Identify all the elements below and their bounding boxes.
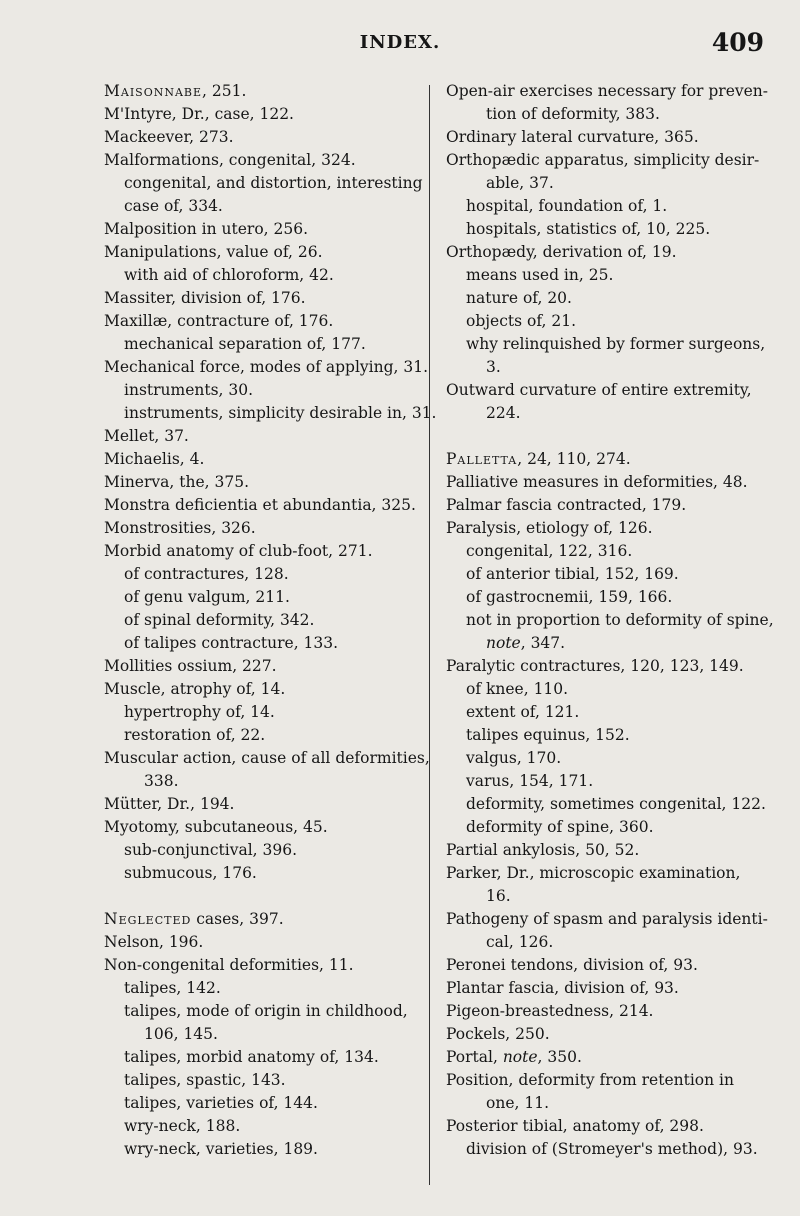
- index-entry: Monstra deficientia et abundantia, 325.: [104, 496, 416, 514]
- index-entry: wry-neck, varieties, 189.: [124, 1140, 318, 1158]
- index-entry: 106, 145.: [144, 1025, 218, 1043]
- index-entry: talipes, varieties of, 144.: [124, 1094, 318, 1112]
- index-entry: talipes, spastic, 143.: [124, 1071, 286, 1089]
- index-entry: Mollities ossium, 227.: [104, 657, 277, 675]
- index-entry: Muscle, atrophy of, 14.: [104, 680, 286, 698]
- index-entry: deformity of spine, 360.: [466, 818, 654, 836]
- index-entry: Mellet, 37.: [104, 427, 189, 445]
- index-entry: tion of deformity, 383.: [486, 105, 660, 123]
- index-entry: Massiter, division of, 176.: [104, 289, 306, 307]
- index-entry: Pockels, 250.: [446, 1025, 550, 1043]
- index-entry: of knee, 110.: [466, 680, 569, 698]
- page-number: 409: [711, 28, 764, 57]
- index-entry: Plantar fascia, division of, 93.: [446, 979, 679, 997]
- index-entry: of contractures, 128.: [124, 565, 289, 583]
- index-entry: submucous, 176.: [124, 864, 257, 882]
- index-entry: of talipes contracture, 133.: [124, 634, 339, 652]
- index-entry: Peronei tendons, division of, 93.: [446, 956, 698, 974]
- index-entry: of genu valgum, 211.: [124, 588, 290, 606]
- index-entry: Malposition in utero, 256.: [104, 220, 309, 238]
- index-entry: case of, 334.: [124, 197, 223, 215]
- index-entry: extent of, 121.: [466, 703, 580, 721]
- index-entry: Maisonnabe, 251.: [104, 82, 247, 100]
- index-entry: talipes, mode of origin in childhood,: [124, 1002, 408, 1020]
- index-entry: 3.: [486, 358, 501, 376]
- index-entry: means used in, 25.: [466, 266, 614, 284]
- index-entry: Pathogeny of spasm and paralysis identi-: [446, 910, 768, 928]
- index-entry: why relinquished by former surgeons,: [466, 335, 766, 353]
- index-entry: 338.: [144, 772, 179, 790]
- index-column-left: [104, 80, 437, 1196]
- index-entry: of gastrocnemii, 159, 166.: [466, 588, 673, 606]
- index-entry: deformity, sometimes congenital, 122.: [466, 795, 766, 813]
- running-header: INDEX.: [359, 32, 441, 53]
- index-entry: instruments, simplicity desirable in, 31.: [124, 404, 437, 422]
- index-entry: Orthopædic apparatus, simplicity desir-: [446, 151, 760, 169]
- index-entry: Orthopædy, derivation of, 19.: [446, 243, 677, 261]
- index-entry: M'Intyre, Dr., case, 122.: [104, 105, 294, 123]
- index-entry: varus, 154, 171.: [466, 772, 594, 790]
- index-entry: Nelson, 196.: [104, 933, 204, 951]
- index-entry: Mütter, Dr., 194.: [104, 795, 235, 813]
- index-entry: of spinal deformity, 342.: [124, 611, 315, 629]
- index-entry: Monstrosities, 326.: [104, 519, 256, 537]
- index-entry: Minerva, the, 375.: [104, 473, 249, 491]
- column-divider: [429, 85, 430, 1185]
- index-entry: Non-congenital deformities, 11.: [104, 956, 354, 974]
- index-entry: Palmar fascia contracted, 179.: [446, 496, 687, 514]
- index-entry: Morbid anatomy of club-foot, 271.: [104, 542, 373, 560]
- index-entry: Parker, Dr., microscopic examination,: [446, 864, 741, 882]
- index-entry: division of (Stromeyer's method), 93.: [466, 1140, 758, 1158]
- index-entry: able, 37.: [486, 174, 554, 192]
- index-entry: talipes, morbid anatomy of, 134.: [124, 1048, 379, 1066]
- index-entry: one, 11.: [486, 1094, 549, 1112]
- index-entry: mechanical separation of, 177.: [124, 335, 366, 353]
- index-entry: valgus, 170.: [466, 749, 562, 767]
- index-entry: congenital, 122, 316.: [466, 542, 633, 560]
- index-entry: nature of, 20.: [466, 289, 572, 307]
- index-entry: Portal, note, 350.: [446, 1048, 582, 1066]
- index-column-right: [446, 80, 776, 1196]
- index-entry: Partial ankylosis, 50, 52.: [446, 841, 640, 859]
- index-entry: hypertrophy of, 14.: [124, 703, 275, 721]
- index-entry: Position, deformity from retention in: [446, 1071, 734, 1089]
- index-entry: Myotomy, subcutaneous, 45.: [104, 818, 328, 836]
- index-entry: Maxillæ, contracture of, 176.: [104, 312, 334, 330]
- index-entry: Paralysis, etiology of, 126.: [446, 519, 653, 537]
- index-entry: Posterior tibial, anatomy of, 298.: [446, 1117, 704, 1135]
- index-entry: Outward curvature of entire extremity,: [446, 381, 752, 399]
- index-entry: Palliative measures in deformities, 48.: [446, 473, 748, 491]
- index-entry: Mackeever, 273.: [104, 128, 234, 146]
- index-entry: sub-conjunctival, 396.: [124, 841, 298, 859]
- index-entry: cal, 126.: [486, 933, 554, 951]
- index-entry: 224.: [486, 404, 521, 422]
- index-entry: wry-neck, 188.: [124, 1117, 241, 1135]
- index-entry: Muscular action, cause of all deformities,: [104, 749, 430, 767]
- index-entry: Malformations, congenital, 324.: [104, 151, 356, 169]
- index-entry: Pigeon-breastedness, 214.: [446, 1002, 654, 1020]
- index-entry: congenital, and distortion, interesting: [124, 174, 423, 192]
- index-entry: Open-air exercises necessary for preven-: [446, 82, 769, 100]
- index-entry: note, 347.: [486, 634, 566, 652]
- index-entry: talipes, 142.: [124, 979, 221, 997]
- index-entry: Neglected cases, 397.: [104, 910, 284, 928]
- index-entry: Mechanical force, modes of applying, 31.: [104, 358, 429, 376]
- index-entry: Paralytic contractures, 120, 123, 149.: [446, 657, 744, 675]
- index-entry: Manipulations, value of, 26.: [104, 243, 323, 261]
- index-entry: Ordinary lateral curvature, 365.: [446, 128, 699, 146]
- index-entry: Palletta, 24, 110, 274.: [446, 450, 631, 468]
- index-entry: hospital, foundation of, 1.: [466, 197, 668, 215]
- index-entry: talipes equinus, 152.: [466, 726, 630, 744]
- index-entry: of anterior tibial, 152, 169.: [466, 565, 679, 583]
- index-entry: with aid of chloroform, 42.: [124, 266, 334, 284]
- index-entry: 16.: [486, 887, 511, 905]
- index-entry: Michaelis, 4.: [104, 450, 205, 468]
- index-entry: not in proportion to deformity of spine,: [466, 611, 774, 629]
- index-entry: objects of, 21.: [466, 312, 577, 330]
- index-entry: hospitals, statistics of, 10, 225.: [466, 220, 711, 238]
- index-entry: restoration of, 22.: [124, 726, 266, 744]
- index-entry: instruments, 30.: [124, 381, 254, 399]
